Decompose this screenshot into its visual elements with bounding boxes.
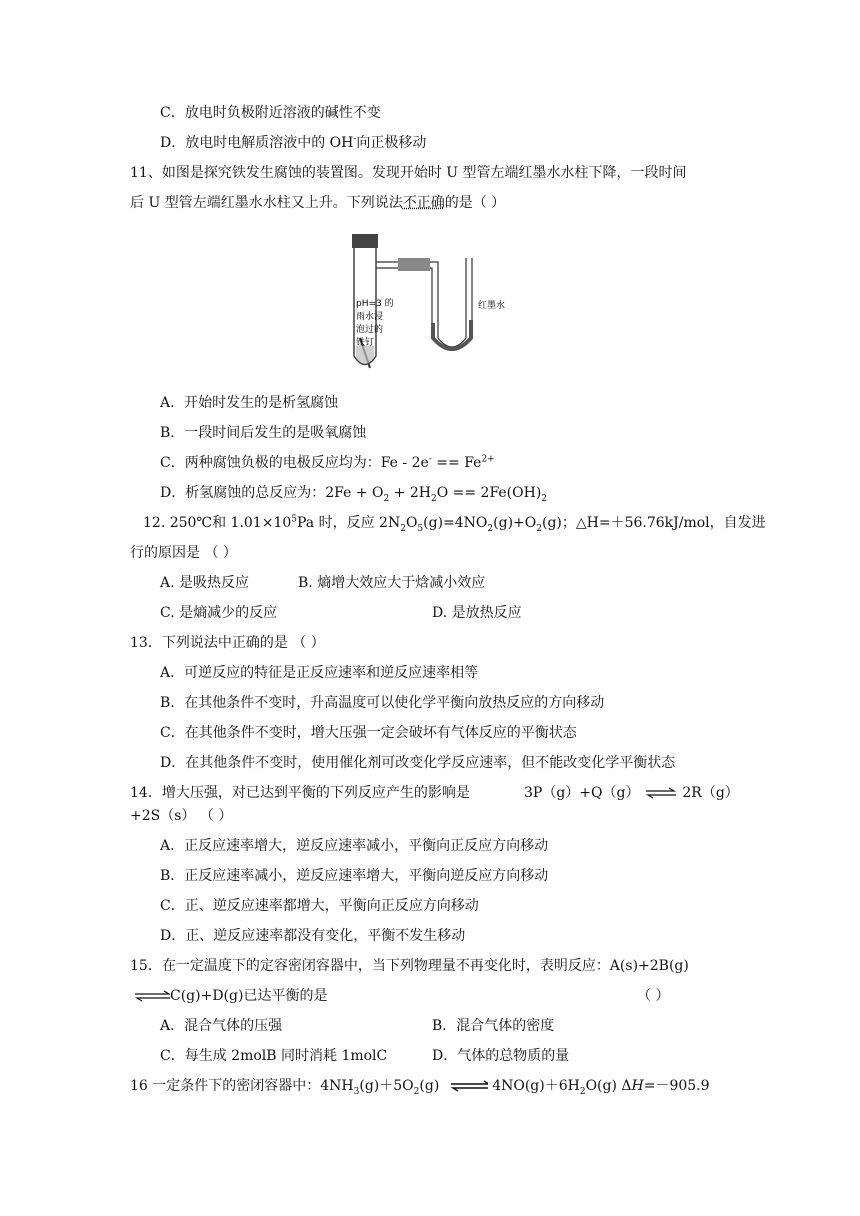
- label-ph: pH=3 的: [356, 299, 394, 309]
- electron-charge: -: [428, 454, 432, 465]
- q14-text-1: 14．增大压强，对已达到平衡的下列反应产生的影响是: [130, 785, 470, 801]
- q15-answer-blank: [637, 986, 669, 1006]
- q11-stem-1: [130, 163, 687, 183]
- q14-option-c-text: C．正、逆反应速率都增大，平衡向正反应方向移动: [160, 898, 479, 914]
- q13-option-a-text: A．可逆反应的特征是正反应速率和逆反应速率相等: [160, 665, 479, 681]
- q16-stem: [130, 1076, 710, 1096]
- sub-2: 2: [400, 523, 406, 534]
- q15-stem-1: [130, 956, 689, 976]
- q15-text-1: 15．在一定温度下的定容密闭容器中，当下列物理量不再变化时，表明反应：A(s)+2B(g): [130, 958, 689, 974]
- q11-option-a-text: A．开始时发生的是析氢腐蚀: [160, 395, 339, 411]
- q11-option-c: [160, 453, 495, 473]
- corrosion-apparatus-figure: [340, 228, 530, 378]
- q12-text-4: (g)=4NO: [423, 515, 488, 531]
- sub-2: 2: [541, 493, 548, 504]
- q11-option-d: [160, 483, 547, 503]
- oh-charge: -: [353, 134, 357, 145]
- q14-equation: [524, 783, 739, 803]
- q11-option-c-text-1: C．两种腐蚀负极的电极反应均为：Fe - 2e: [160, 455, 429, 471]
- q12-option-b: [298, 573, 485, 593]
- q12-stem-1: [143, 513, 766, 533]
- q16-text-6: =－905.9: [643, 1078, 710, 1094]
- q12-option-c: [160, 603, 277, 623]
- q12-option-a: [160, 573, 249, 593]
- q10-option-c-text: C．放电时负极附近溶液的碱性不变: [160, 105, 381, 121]
- q16-text-1: 16 一定条件下的密闭容器中：4NH: [130, 1078, 354, 1094]
- label-soaked: 泡过的: [356, 325, 384, 335]
- q12-exp: 5: [291, 514, 297, 525]
- q14-option-d-text: D．正、逆反应速率都没有变化，平衡不发生移动: [160, 928, 466, 944]
- q16-text-4: 4NO(g)＋6H: [492, 1078, 580, 1094]
- side-arm: [376, 262, 398, 268]
- q12-text-1: 12. 250℃和 1.01×10: [143, 515, 292, 531]
- q16-text-2: (g)＋5O: [359, 1078, 414, 1094]
- sub-2: 2: [536, 523, 542, 534]
- q13-option-c-text: C．在其他条件不变时，增大压强一定会破坏有气体反应的平衡状态: [160, 725, 577, 741]
- q14-option-d: [160, 926, 465, 946]
- q13-option-d: [160, 753, 675, 773]
- fe-charge: 2+: [481, 454, 495, 465]
- q13-option-d-text: D．在其他条件不变时，使用催化剂可改变化学反应速率，但不能改变化学平衡状态: [160, 755, 676, 771]
- q12-text-3: O: [405, 515, 418, 531]
- sub-2: 2: [579, 1086, 586, 1097]
- q13-option-b-text: B．在其他条件不变时，升高温度可以使化学平衡向放热反应的方向移动: [160, 695, 605, 711]
- q10-option-d: [160, 133, 426, 153]
- q11-stem-1-text: 11、如图是探究铁发生腐蚀的装置图。发现开始时 U 型管左端红墨水水柱下降，一段时间: [130, 165, 687, 181]
- q13-option-b: [160, 693, 604, 713]
- q10-option-d-text-2: 向正极移动: [356, 135, 427, 151]
- q13-stem: [130, 633, 325, 653]
- label-nail: 铁钉: [356, 338, 375, 348]
- equilibrium-arrow-icon: [444, 1080, 488, 1092]
- q13-text: 13．下列说法中正确的是 （ ）: [130, 635, 325, 651]
- q15-option-d: [432, 1046, 569, 1066]
- q15-option-b-text: B．混合气体的密度: [432, 1018, 555, 1034]
- q15-text-3: （ ）: [637, 988, 670, 1004]
- sub-2: 2: [383, 493, 390, 504]
- sub-2: 2: [413, 1086, 420, 1097]
- q16-text-5: O(g) Δ: [585, 1078, 632, 1094]
- sub-5: 5: [417, 523, 424, 534]
- equilibrium-arrow-icon: [130, 990, 170, 1002]
- q10-option-c: [160, 103, 381, 123]
- sub-3: 3: [353, 1086, 360, 1097]
- q14-products: 2R（g）: [682, 785, 739, 801]
- q15-option-a: [160, 1016, 282, 1036]
- q15-option-d-text: D．气体的总物质的量: [432, 1048, 570, 1064]
- rubber-stopper: [352, 234, 378, 248]
- q12-text-2: Pa 时，反应 2N: [297, 515, 401, 531]
- sub-2: 2: [430, 493, 437, 504]
- q12-option-d-text: D. 是放热反应: [432, 605, 522, 621]
- q11-option-b: [160, 423, 366, 443]
- q15-text-2: C(g)+D(g)已达平衡的是: [170, 988, 328, 1004]
- enthalpy-symbol: H: [631, 1078, 644, 1094]
- q12-option-a-text: A. 是吸热反应: [160, 575, 250, 591]
- emphasis-not-correct: 不正确: [402, 195, 445, 211]
- q14-text-2: +2S（s） （ ）: [130, 808, 233, 824]
- q14-option-c: [160, 896, 479, 916]
- q14-option-b: [160, 866, 548, 886]
- q14-option-b-text: B．正反应速率减小，逆反应速率增大，平衡向逆反应方向移动: [160, 868, 549, 884]
- q15-option-b: [432, 1016, 554, 1036]
- q12-text-5: (g)+O: [493, 515, 537, 531]
- q11-stem-2-text-1: 后 U 型管左端红墨水水柱又上升。下列说法: [130, 195, 403, 211]
- apparatus-drawing: [340, 228, 530, 378]
- red-ink: [433, 320, 471, 349]
- q11-option-d-text-3: O == 2Fe(OH): [436, 485, 542, 501]
- q15-option-c-text: C．每生成 2molB 同时消耗 1molC: [160, 1048, 388, 1064]
- q12-text-6: (g)；△H=＋56.76kJ/mol，自发进: [541, 515, 766, 531]
- q15-stem-2: [130, 986, 327, 1006]
- q12-text-7: 行的原因是 （ ）: [130, 545, 237, 561]
- equilibrium-arrow-icon: [644, 787, 678, 799]
- q12-stem-2: [130, 543, 237, 563]
- q13-option-c: [160, 723, 577, 743]
- q12-option-c-text: C. 是熵减少的反应: [160, 605, 278, 621]
- q14-option-a: [160, 836, 548, 856]
- u-tube-outer: [430, 258, 466, 347]
- sub-2: 2: [487, 523, 494, 534]
- q14-reactants: 3P（g）+Q（g）: [524, 785, 640, 801]
- q14-option-a-text: A．正反应速率增大，逆反应速率减小，平衡向正反应方向移动: [160, 838, 549, 854]
- q11-stem-2-text-2: 的是（ ）: [444, 195, 506, 211]
- q16-text-3: (g): [419, 1078, 440, 1094]
- label-rain: 雨水浸: [356, 312, 384, 322]
- q11-option-c-text-2: == Fe: [431, 455, 482, 471]
- q13-option-a: [160, 663, 478, 683]
- q11-option-d-text-1: D．析氢腐蚀的总反应为：2Fe + O: [160, 485, 384, 501]
- q11-option-b-text: B．一段时间后发生的是吸氧腐蚀: [160, 425, 367, 441]
- q12-option-d: [432, 603, 522, 623]
- q15-option-a-text: A．混合气体的压强: [160, 1018, 283, 1034]
- q14-stem-1: [130, 783, 470, 803]
- q14-stem-2: [130, 806, 232, 826]
- q12-option-b-text: B. 熵增大效应大于焓减小效应: [298, 575, 486, 591]
- q11-option-a: [160, 393, 338, 413]
- q11-option-d-text-2: + 2H: [389, 485, 431, 501]
- q15-option-c: [160, 1046, 387, 1066]
- label-red-ink: 红墨水: [478, 301, 506, 311]
- q10-option-d-text-1: D．放电时电解质溶液中的 OH: [160, 135, 354, 151]
- rubber-tube: [398, 258, 430, 271]
- q11-stem-2: [130, 193, 505, 213]
